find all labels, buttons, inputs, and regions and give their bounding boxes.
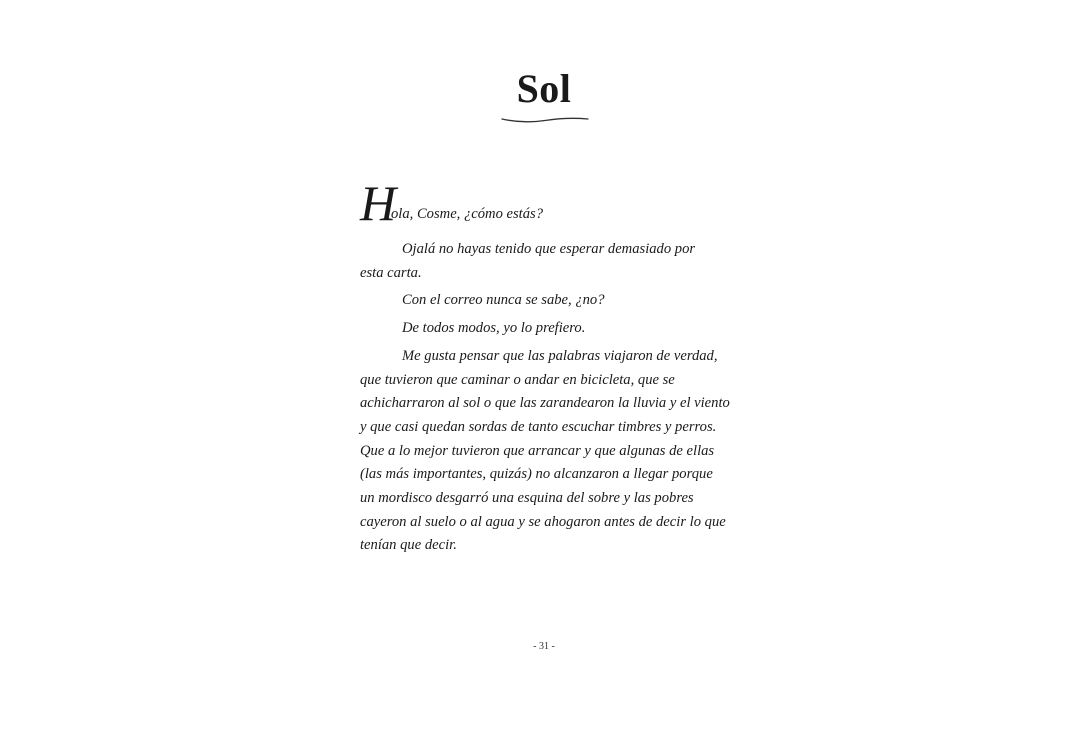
- letter-paragraph: Con el correo nunca se sabe, ¿no?: [402, 292, 605, 309]
- letter-salutation: [360, 175, 730, 231]
- chapter-title: Sol: [516, 66, 572, 111]
- title-ornament: [500, 112, 590, 126]
- letter-paragraph: Me gusta pensar que las palabras viajaron de verdad, que tuvieron que caminar o andar en bicicleta, que se achicharraron al sol o que las zarandearon la lluvia y el viento y que casi quedan sordas de tanto escuchar timbres y perros. Que a lo mejor tuvieron que arrancar y que algunas de ellas (las más importantes, quizás) no alcanzaron a llegar porque un mordisco desgarró una esquina del sobre y las pobres cayeron al suelo o al agua y se ahogaron antes de decir lo que tenían que decir.: [360, 347, 730, 554]
- page-number: - 31 -: [533, 641, 555, 652]
- letter-body: [360, 176, 730, 562]
- letter-paragraph: De todos modos, yo lo prefiero.: [402, 320, 586, 337]
- drop-cap: H: [360, 175, 397, 231]
- salutation-text: ola, Cosme, ¿cómo estás?: [391, 206, 544, 222]
- letter-paragraph: Ojalá no hayas tenido que esperar demasiado por esta carta.: [360, 241, 696, 281]
